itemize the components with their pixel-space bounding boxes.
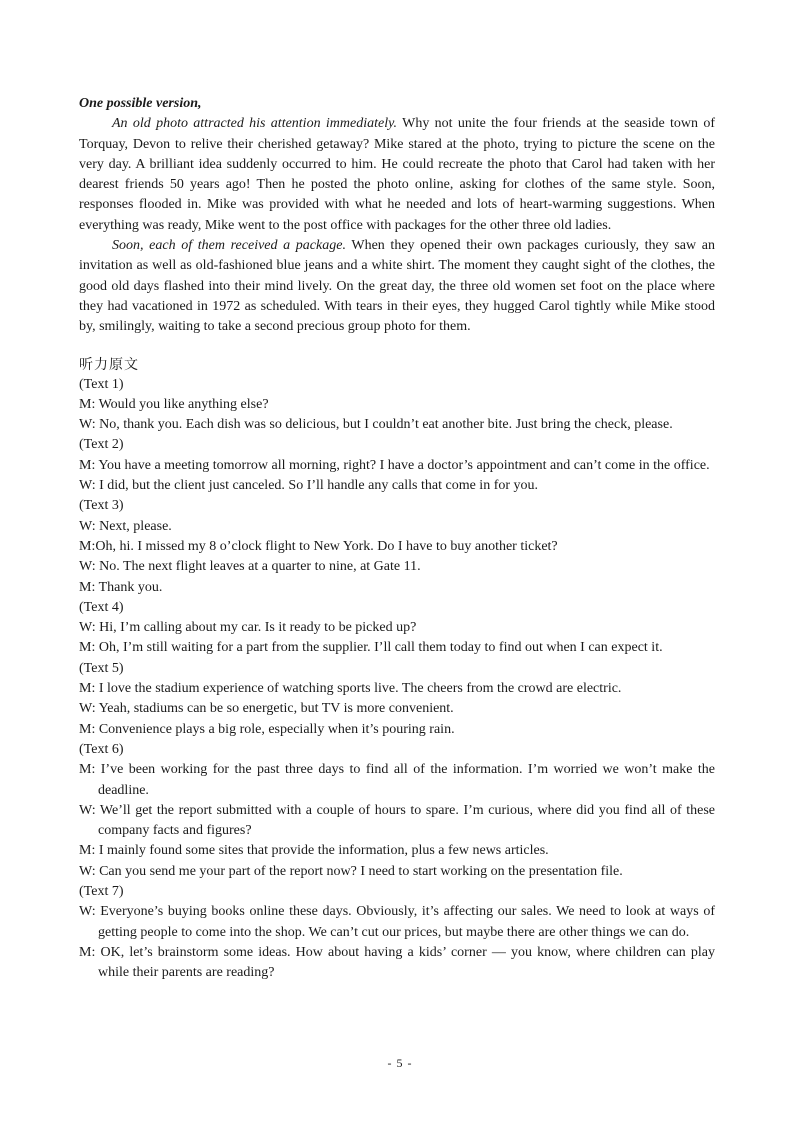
- dialog-line: W: Yeah, stadiums can be so energetic, but TV is more convenient.: [79, 701, 454, 717]
- document-page: [79, 94, 715, 983]
- dialog-line: M: Thank you.: [79, 579, 163, 595]
- essay-paragraph-2: [79, 236, 715, 337]
- essay-paragraph-1: [79, 114, 715, 236]
- page-number: - 5 -: [387, 1056, 413, 1070]
- dialog-line: W: No. The next flight leaves at a quarter to nine, at Gate 11.: [79, 559, 421, 575]
- dialog-line: M: I’ve been working for the past three days to find all of the information. I’m worried we won’t make the deadline.: [79, 762, 715, 798]
- text-2-block: [79, 435, 715, 496]
- dialog-line: M: Convenience plays a big role, especially when it’s pouring rain.: [79, 721, 455, 737]
- transcript-title: 听力原文: [79, 356, 139, 373]
- text-label: (Text 2): [79, 437, 124, 453]
- dialog-line: W: Hi, I’m calling about my car. Is it ready to be picked up?: [79, 620, 417, 636]
- dialog-line: W: No, thank you. Each dish was so delicious, but I couldn’t eat another bite. Just bring the check, please.: [79, 417, 673, 433]
- dialog-line: M: I mainly found some sites that provide the information, plus a few news articles.: [79, 843, 549, 859]
- text-5-block: [79, 659, 715, 740]
- paragraph-1-body: Why not unite the four friends at the seaside town of Torquay, Devon to relive their cherished getaway? Mike stared at the photo, trying to picture the scene on the very day. A brilliant idea suddenly occurred to him. He could recreate the photo that Carol had taken with her dearest friends 50 years ago! Then he posted the photo online, asking for clothes of the same style. Soon, responses flooded in. Mike was provided with what he needed and lots of heart-warming suggestions. When everything was ready, Mike went to the post office with packages for the other three old ladies.: [79, 116, 715, 233]
- text-label: (Text 7): [79, 883, 124, 899]
- dialog-line: W: Can you send me your part of the report now? I need to start working on the presentation file.: [79, 863, 623, 879]
- dialog-line: W: We’ll get the report submitted with a couple of hours to spare. I’m curious, where did you find all of these company facts and figures?: [79, 802, 715, 839]
- dialog-line: W: Everyone’s buying books online these days. Obviously, it’s affecting our sales. We need to look at ways of getting people to come into the shop. We can’t cut our prices, but maybe there are other things we can do.: [79, 904, 715, 940]
- paragraph-2-body: When they opened their own packages curiously, they saw an invitation as well as old-fashioned blue jeans and a white shirt. The moment they caught sight of the clothes, the good old days flashed into their mind lively. On the great day, the three old women set foot on the place where they had vacationed in 1972 as scheduled. With tears in their eyes, they hugged Carol tightly while Mike stood by, smilingly, waiting to take a second precious group photo for them.: [79, 238, 715, 335]
- dialog-line: W: I did, but the client just canceled. So I’ll handle any calls that come in for you.: [79, 478, 539, 494]
- dialog-line: M:Oh, hi. I missed my 8 o’clock flight to New York. Do I have to buy another ticket?: [79, 538, 558, 554]
- text-4-block: [79, 598, 715, 659]
- text-6-block: [79, 740, 715, 882]
- paragraph-1-lead-sentence: An old photo attracted his attention immediately.: [112, 116, 398, 132]
- text-label: (Text 3): [79, 498, 124, 514]
- essay-heading: One possible version,: [79, 96, 202, 111]
- text-label: (Text 6): [79, 741, 124, 757]
- paragraph-2-lead-sentence: Soon, each of them received a package.: [112, 238, 346, 254]
- text-3-block: [79, 496, 715, 597]
- dialog-line: M: Oh, I’m still waiting for a part from the supplier. I’ll call them today to find out when I can expect it.: [79, 640, 663, 656]
- dialog-line: M: OK, let’s brainstorm some ideas. How about having a kids’ corner — you know, where children can play while their parents are reading?: [79, 944, 715, 981]
- dialog-line: M: I love the stadium experience of watching sports live. The cheers from the crowd are electric.: [79, 681, 622, 697]
- text-label: (Text 4): [79, 599, 124, 615]
- dialog-line: M: Would you like anything else?: [79, 396, 269, 412]
- dialog-line: M: You have a meeting tomorrow all morning, right? I have a doctor’s appointment and can’t come in the office.: [79, 457, 710, 473]
- text-label: (Text 1): [79, 376, 124, 392]
- text-7-block: [79, 882, 715, 983]
- text-label: (Text 5): [79, 660, 124, 676]
- dialog-line: W: Next, please.: [79, 518, 172, 534]
- text-1-block: [79, 375, 715, 436]
